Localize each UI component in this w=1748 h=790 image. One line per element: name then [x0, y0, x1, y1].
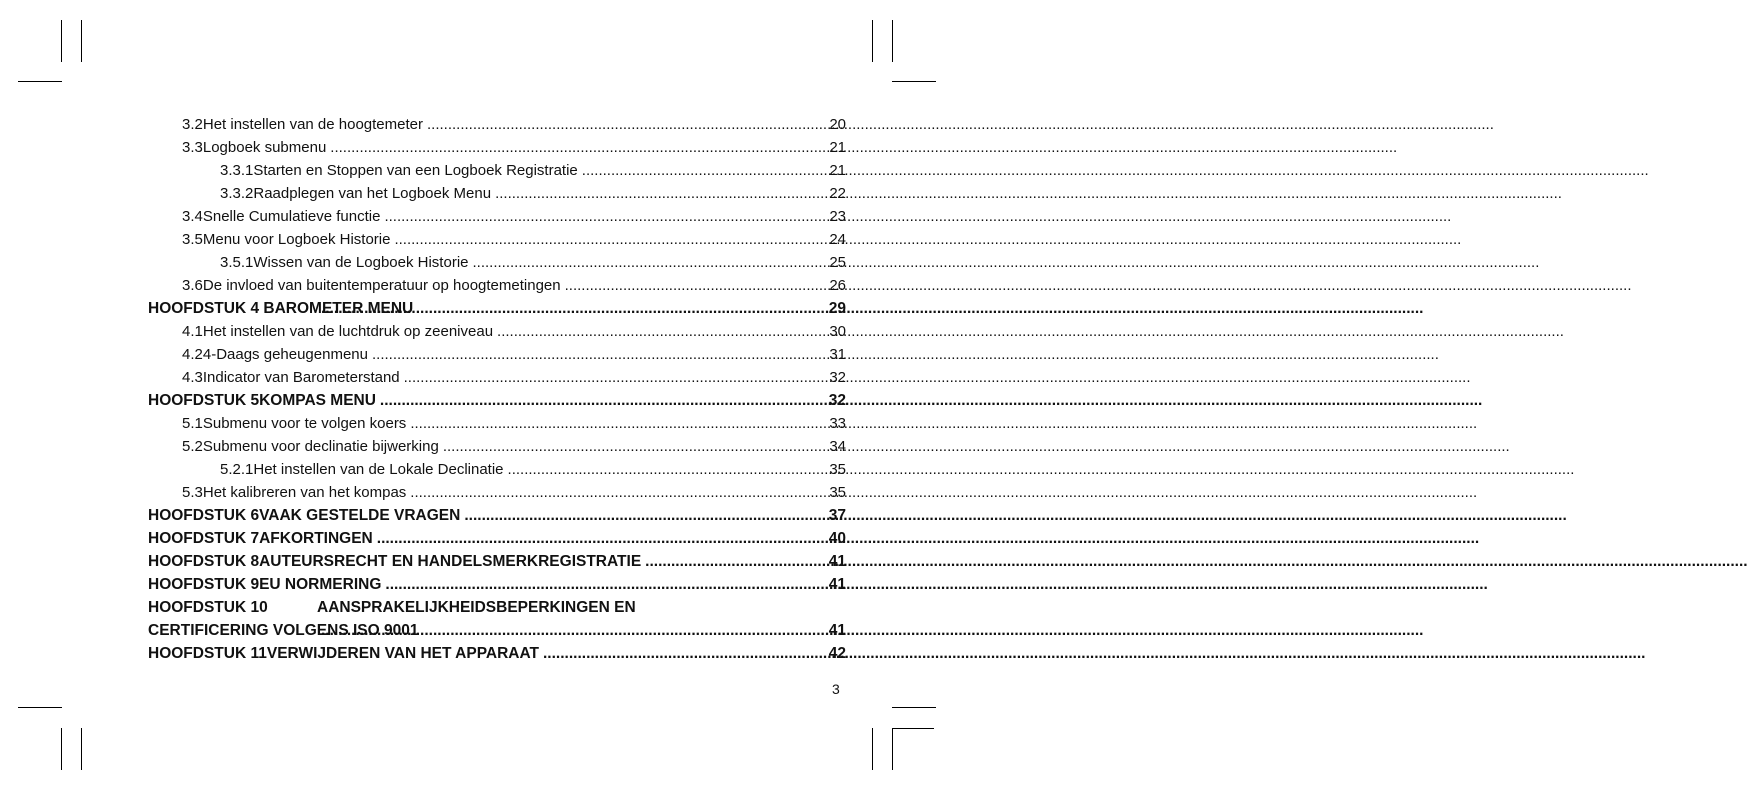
toc-dot-leader [385, 573, 824, 596]
toc-entry[interactable] [148, 412, 846, 435]
toc-dot-leader [377, 527, 825, 550]
toc-dot-leader [565, 274, 826, 297]
toc-entry-number: 4.2 [182, 346, 203, 363]
toc-entry-title: Submenu voor declinatie bijwerking [202, 438, 439, 455]
toc-entry-number: HOOFDSTUK 10 [148, 599, 268, 616]
toc-dot-leader [508, 458, 826, 481]
toc-entry-page: 41 [828, 576, 846, 593]
toc-entry-title: Snelle Cumulatieve functie [202, 208, 381, 225]
toc-entry-page: 29 [828, 300, 846, 317]
toc-chapter-entry[interactable] [148, 504, 846, 527]
toc-entry[interactable] [148, 113, 846, 136]
toc-entry-page: 35 [829, 461, 846, 478]
toc-entry-title: Submenu voor te volgen koers [202, 415, 407, 432]
toc-entry-title: Logboek submenu [202, 139, 327, 156]
toc-entry-title: AUTEURSRECHT EN HANDELSMERKREGISTRATIE [259, 553, 642, 570]
toc-entry-title: Het instellen van de hoogtemeter [202, 116, 423, 133]
toc-entry-page: 40 [828, 530, 846, 547]
toc-chapter-entry[interactable] [148, 297, 846, 320]
toc-entry-title: KOMPAS MENU [259, 392, 376, 409]
toc-entry[interactable] [148, 320, 846, 343]
toc-entry-number: HOOFDSTUK 4 BAROMETER MENU [148, 300, 414, 317]
toc-entry-page: 34 [829, 438, 846, 455]
toc-entry[interactable] [148, 435, 846, 458]
toc-dot-leader [410, 481, 825, 504]
toc-entry-number: HOOFDSTUK 8 [148, 553, 260, 570]
toc-entry[interactable] [148, 481, 846, 504]
toc-entry-number: HOOFDSTUK 5 [148, 392, 260, 409]
toc-entry[interactable] [148, 458, 846, 481]
toc-entry-title: Starten en Stoppen van een Logboek Registratie [253, 162, 578, 179]
toc-entry-number: 4.3 [182, 369, 203, 386]
toc-entry-number: 3.5 [182, 231, 203, 248]
toc-chapter-entry[interactable] [148, 642, 846, 665]
toc-entry-page: 30 [829, 323, 846, 340]
toc-entry-number: 3.5.1 [220, 254, 254, 271]
toc-entry-number: HOOFDSTUK 6 [148, 507, 260, 524]
toc-entry[interactable] [148, 274, 846, 297]
toc-dot-leader [443, 435, 825, 458]
toc-entry-number: CERTIFICERING VOLGENS ISO 9001 [148, 622, 419, 639]
toc-entry-page: 26 [829, 277, 846, 294]
toc-entry-number: 4.1 [182, 323, 203, 340]
crop-mark [61, 20, 62, 62]
toc-dot-leader [404, 366, 826, 389]
toc-entry[interactable] [148, 182, 846, 205]
crop-mark [892, 707, 936, 708]
toc-entry-number: 3.3.1 [220, 162, 254, 179]
toc-dot-leader [495, 182, 825, 205]
crop-mark [892, 728, 934, 729]
toc-dot-leader [427, 113, 825, 136]
toc-entry-page: 31 [829, 346, 846, 363]
toc-entry-title: AFKORTINGEN [259, 530, 373, 547]
toc-dot-leader [473, 251, 826, 274]
toc-dot-leader [645, 550, 825, 573]
toc-dot-leader [384, 205, 825, 228]
toc-entry-number: 3.4 [182, 208, 203, 225]
crop-mark [872, 728, 873, 770]
crop-mark [892, 20, 893, 62]
toc-entry-title: Het instellen van de Lokale Declinatie [253, 461, 504, 478]
toc-entry[interactable] [148, 159, 846, 182]
toc-entry[interactable] [148, 205, 846, 228]
toc-entry-page: 33 [829, 415, 846, 432]
crop-mark [81, 728, 82, 770]
toc-dot-leader [330, 136, 825, 159]
toc-entry-page: 21 [829, 162, 846, 179]
toc-entry-page: 35 [829, 484, 846, 501]
toc-entry[interactable] [148, 251, 846, 274]
toc-entry-page: 23 [829, 208, 846, 225]
toc-entry[interactable] [148, 136, 846, 159]
crop-mark [81, 20, 82, 62]
toc-entry-page: 37 [828, 507, 846, 524]
crop-mark [892, 728, 893, 770]
toc-entry-title: De invloed van buitentemperatuur op hoogtemetingen [202, 277, 561, 294]
toc-entry-title: Het kalibreren van het kompas [202, 484, 407, 501]
toc-entry-page: 32 [829, 369, 846, 386]
toc-entry-title: AANSPRAKELIJKHEIDSBEPERKINGEN EN [317, 599, 636, 616]
toc-entry-number: 5.3 [182, 484, 203, 501]
toc-entry[interactable] [148, 228, 846, 251]
toc-entry-number: 3.3.2 [220, 185, 254, 202]
toc-entry-title: VERWIJDEREN VAN HET APPARAAT [266, 645, 539, 662]
toc-entry-number: 3.6 [182, 277, 203, 294]
page-number: 3 [832, 681, 840, 697]
toc-entry-page: 42 [828, 645, 846, 662]
toc-entry-number: HOOFDSTUK 11 [148, 645, 267, 662]
crop-mark [872, 20, 873, 62]
toc-entry-title: Menu voor Logboek Historie [202, 231, 391, 248]
toc-entry-title: Indicator van Barometerstand [202, 369, 400, 386]
toc-entry-number: 5.2 [182, 438, 203, 455]
toc-dot-leader [543, 642, 825, 665]
toc-entry-page: 41 [828, 553, 846, 570]
toc-entry-page: 21 [829, 139, 846, 156]
toc-dot-leader [497, 320, 825, 343]
toc-entry-number: 3.3 [182, 139, 203, 156]
toc-dot-leader [372, 343, 825, 366]
toc-chapter-entry[interactable] [148, 550, 846, 573]
toc-chapter-entry[interactable] [148, 619, 846, 642]
toc-dot-leader [582, 159, 826, 182]
toc-entry[interactable] [148, 343, 846, 366]
toc-entry-page: 32 [828, 392, 846, 409]
toc-dot-leader [464, 504, 824, 527]
toc-entry-title: EU NORMERING [259, 576, 382, 593]
toc-dot-leader [321, 297, 825, 320]
crop-mark [61, 728, 62, 770]
toc-chapter-entry[interactable] [148, 596, 846, 619]
toc-entry-number: 3.2 [182, 116, 203, 133]
crop-mark [892, 81, 936, 82]
toc-entry-title: VAAK GESTELDE VRAGEN [259, 507, 461, 524]
toc-entry-page: 24 [829, 231, 846, 248]
crop-mark [18, 707, 62, 708]
toc-dot-leader [321, 619, 825, 642]
crop-mark [18, 81, 62, 82]
toc-entry-title: Raadplegen van het Logboek Menu [253, 185, 492, 202]
toc-entry-page: 41 [828, 622, 846, 639]
toc-entry-number: HOOFDSTUK 9 [148, 576, 260, 593]
toc-entry-title: Het instellen van de luchtdruk op zeeniveau [202, 323, 494, 340]
toc-entry-number: HOOFDSTUK 7 [148, 530, 260, 547]
toc-chapter-entry[interactable] [148, 389, 846, 412]
toc-entry-number: 5.2.1 [220, 461, 254, 478]
toc-entry-page: 20 [829, 116, 846, 133]
toc-entry-page: 22 [829, 185, 846, 202]
toc-dot-leader [394, 228, 825, 251]
toc-entry-number: 5.1 [182, 415, 203, 432]
toc-entry-page: 25 [829, 254, 846, 271]
toc-chapter-entry[interactable] [148, 527, 846, 550]
table-of-contents [148, 113, 846, 665]
toc-chapter-entry[interactable] [148, 573, 846, 596]
toc-dot-leader [410, 412, 825, 435]
toc-dot-leader [380, 389, 825, 412]
toc-entry-title: Wissen van de Logboek Historie [253, 254, 469, 271]
toc-entry-title: 4-Daags geheugenmenu [202, 346, 368, 363]
toc-entry[interactable] [148, 366, 846, 389]
